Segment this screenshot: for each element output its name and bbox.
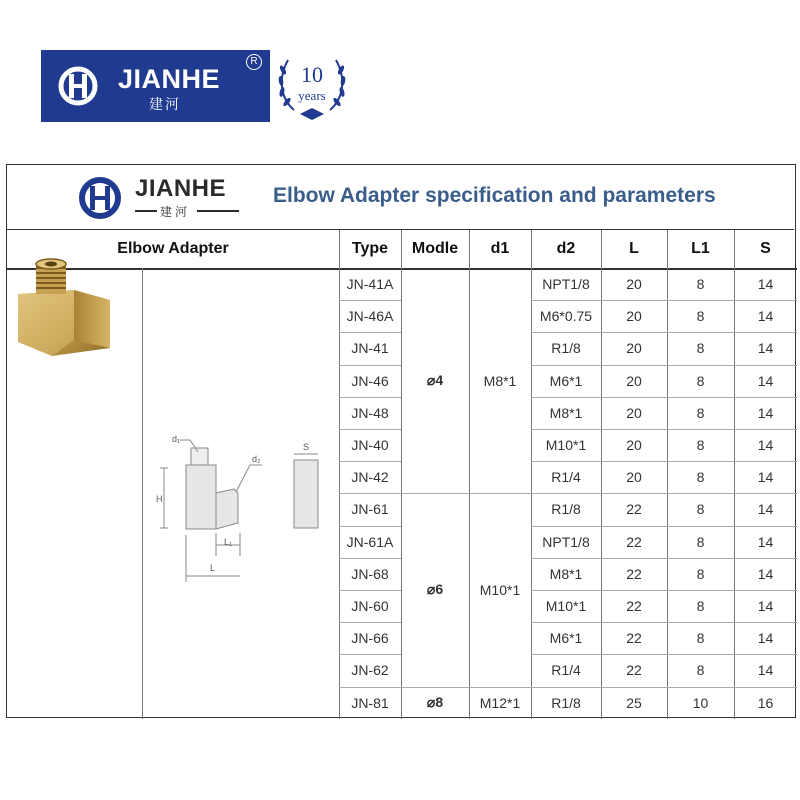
cell-s: 14 <box>757 437 774 454</box>
cell-type: JN-41 <box>351 340 389 357</box>
thread-icon <box>36 259 66 294</box>
cell-l: 22 <box>626 533 642 550</box>
row-divider <box>531 365 797 366</box>
cell-type: JN-41A <box>346 276 394 293</box>
cell-l: 20 <box>626 437 642 454</box>
cell-d2: M8*1 <box>549 565 583 582</box>
cell-d2: M6*0.75 <box>539 308 593 325</box>
column-header: d1 <box>490 240 510 257</box>
row-divider <box>531 397 797 398</box>
cell-modle: ⌀6 <box>426 581 444 598</box>
header-divider <box>7 268 797 270</box>
column-divider <box>469 230 470 719</box>
cell-l: 22 <box>626 630 642 647</box>
row-divider <box>339 493 401 494</box>
jianhe-logo-icon <box>55 66 101 106</box>
elbow-adapter-photo <box>12 256 122 366</box>
label-d2: d₂ <box>252 454 261 464</box>
label-d1: d₁ <box>172 434 181 444</box>
row-divider <box>531 687 797 688</box>
cell-l: 22 <box>626 662 642 679</box>
label-l: L <box>210 563 216 573</box>
row-divider <box>339 365 401 366</box>
spec-table <box>6 164 796 718</box>
cell-d2: M6*1 <box>549 372 583 389</box>
cell-l: 20 <box>626 340 642 357</box>
title-wordmark: JIANHE <box>135 175 227 202</box>
cell-type: JN-46A <box>346 308 394 325</box>
cell-s: 14 <box>757 501 774 518</box>
cell-s: 14 <box>757 598 774 615</box>
cell-l1: 8 <box>696 501 705 518</box>
years-word: years <box>298 88 326 103</box>
cell-l: 20 <box>626 404 642 421</box>
brand-chinese-name: 建河 <box>149 96 181 112</box>
cell-l1: 8 <box>696 340 705 357</box>
row-divider <box>531 654 797 655</box>
cell-modle: ⌀4 <box>426 372 444 389</box>
column-header: d2 <box>556 240 576 257</box>
cell-s: 14 <box>757 308 774 325</box>
cell-d2: R1/8 <box>551 694 581 711</box>
row-divider <box>339 622 401 623</box>
title-underline-right <box>197 210 239 212</box>
cell-l1: 8 <box>696 276 705 293</box>
brand-banner <box>41 50 270 122</box>
title-chinese-name: 建河 <box>160 205 191 219</box>
technical-drawing <box>150 420 336 606</box>
row-divider <box>339 687 401 688</box>
column-divider <box>339 230 340 719</box>
cell-type: JN-61 <box>351 501 389 518</box>
cell-d2: NPT1/8 <box>542 533 590 550</box>
cell-l1: 8 <box>696 469 705 486</box>
row-divider <box>531 526 797 527</box>
cell-type: JN-68 <box>351 565 389 582</box>
column-header: L1 <box>691 240 710 257</box>
cell-d1: M10*1 <box>479 581 521 598</box>
cell-l1: 8 <box>696 372 705 389</box>
title-underline-left <box>135 210 157 212</box>
row-divider <box>339 332 401 333</box>
row-divider <box>531 461 797 462</box>
table-title-row <box>7 165 794 230</box>
cell-modle: ⌀8 <box>426 694 444 711</box>
cell-l: 22 <box>626 501 642 518</box>
cell-l: 22 <box>626 565 642 582</box>
row-divider <box>339 300 401 301</box>
jianhe-logo-icon <box>77 177 123 219</box>
cell-d2: M8*1 <box>549 404 583 421</box>
row-divider <box>531 590 797 591</box>
photo-divider <box>142 268 143 719</box>
cell-d2: R1/4 <box>551 662 581 679</box>
cell-d2: R1/8 <box>551 501 581 518</box>
row-divider <box>339 590 401 591</box>
cell-l1: 8 <box>696 533 705 550</box>
cell-l1: 8 <box>696 308 705 325</box>
cell-l1: 8 <box>696 437 705 454</box>
row-divider <box>531 300 797 301</box>
cell-l1: 8 <box>696 630 705 647</box>
row-divider <box>339 429 401 430</box>
row-divider <box>339 654 401 655</box>
cell-s: 14 <box>757 372 774 389</box>
group-divider <box>401 687 531 688</box>
cell-d2: R1/4 <box>551 469 581 486</box>
brand-wordmark: JIANHE <box>118 64 221 94</box>
column-divider <box>601 230 602 719</box>
product-name-header: Elbow Adapter <box>117 240 229 257</box>
cell-d1: M12*1 <box>479 694 521 711</box>
cell-l1: 8 <box>696 565 705 582</box>
cell-s: 14 <box>757 533 774 550</box>
row-divider <box>531 493 797 494</box>
row-divider <box>531 429 797 430</box>
cell-d2: M6*1 <box>549 630 583 647</box>
label-s: S <box>303 442 310 452</box>
cell-type: JN-60 <box>351 598 389 615</box>
column-header: L <box>629 240 639 257</box>
table-title: Elbow Adapter specification and parameters <box>273 184 716 207</box>
label-l1: L₁ <box>224 537 233 547</box>
cell-d2: M10*1 <box>545 598 587 615</box>
cell-l: 25 <box>626 694 642 711</box>
cell-s: 14 <box>757 340 774 357</box>
row-divider <box>339 461 401 462</box>
cell-type: JN-66 <box>351 630 389 647</box>
row-divider <box>531 332 797 333</box>
label-h: H <box>156 494 163 504</box>
years-number: 10 <box>301 62 323 87</box>
cell-l: 20 <box>626 372 642 389</box>
cell-l1: 8 <box>696 598 705 615</box>
cell-type: JN-48 <box>351 404 389 421</box>
cell-s: 16 <box>757 694 774 711</box>
cell-type: JN-40 <box>351 437 389 454</box>
column-header: Modle <box>411 240 459 257</box>
column-divider <box>667 230 668 719</box>
row-divider <box>339 526 401 527</box>
column-header: S <box>760 240 771 257</box>
cell-l: 20 <box>626 308 642 325</box>
cell-l1: 10 <box>692 694 709 711</box>
row-divider <box>339 397 401 398</box>
cell-type: JN-62 <box>351 662 389 679</box>
row-divider <box>339 558 401 559</box>
cell-type: JN-81 <box>351 694 389 711</box>
cell-l: 20 <box>626 276 642 293</box>
cell-s: 14 <box>757 565 774 582</box>
column-divider <box>734 230 735 719</box>
column-divider <box>401 230 402 719</box>
cell-s: 14 <box>757 630 774 647</box>
row-divider <box>531 622 797 623</box>
column-header: Type <box>351 240 389 257</box>
cell-s: 14 <box>757 469 774 486</box>
cell-s: 14 <box>757 276 774 293</box>
cell-d2: NPT1/8 <box>542 276 590 293</box>
cell-d2: M10*1 <box>545 437 587 454</box>
cell-type: JN-42 <box>351 469 389 486</box>
cell-s: 14 <box>757 662 774 679</box>
cell-l1: 8 <box>696 404 705 421</box>
row-divider <box>531 558 797 559</box>
registered-mark: R <box>246 54 262 70</box>
cell-l1: 8 <box>696 662 705 679</box>
cell-l: 20 <box>626 469 642 486</box>
cell-d2: R1/8 <box>551 340 581 357</box>
column-divider <box>531 230 532 719</box>
cell-type: JN-46 <box>351 372 389 389</box>
cell-type: JN-61A <box>346 533 394 550</box>
ten-years-badge <box>274 48 350 124</box>
cell-d1: M8*1 <box>483 372 517 389</box>
cell-l: 22 <box>626 598 642 615</box>
group-divider <box>401 493 531 494</box>
cell-s: 14 <box>757 404 774 421</box>
